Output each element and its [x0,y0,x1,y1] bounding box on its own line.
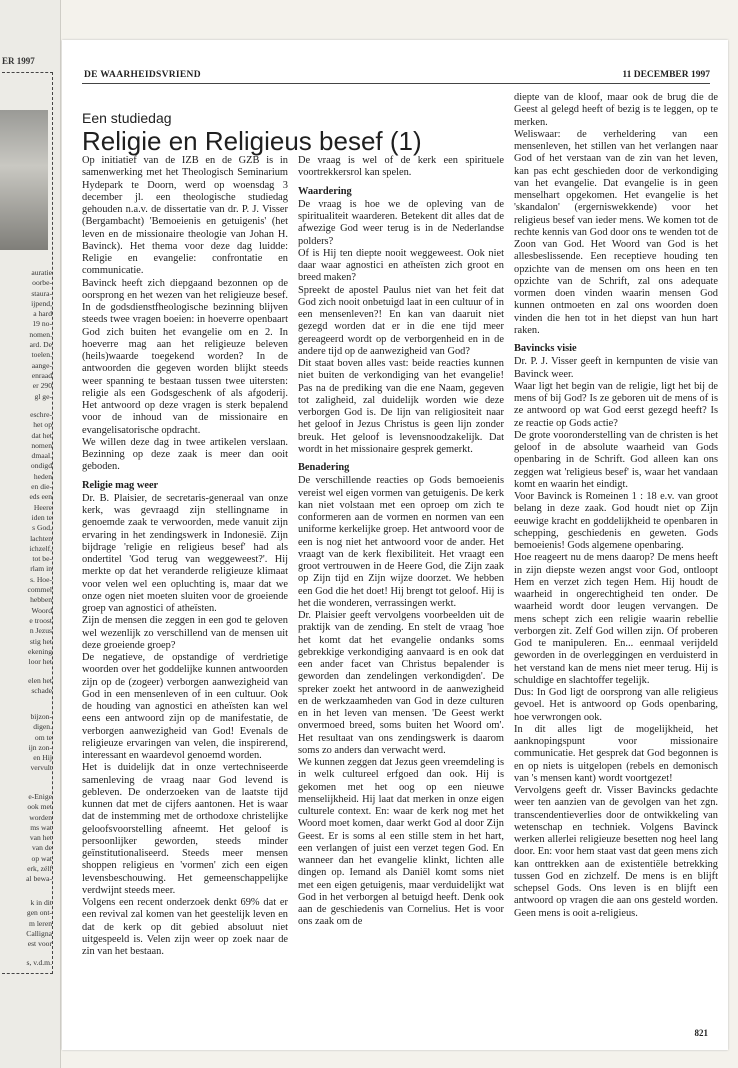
text-fragment: eschre- [30,410,52,419]
text-fragment: ijn zon- [28,742,52,752]
text-fragment: aange- [31,360,52,370]
text-fragment: gl ge- [34,391,52,401]
text-fragment: al bewa- [26,874,52,884]
paragraph: De grote vooronderstelling van de christen is het geloof in de absolute waarheid van Gods openbaring in de Schrift. God alleen kan ons zeggen wat 'religieus besef' is, waar het vandaan komt en waarin het eindigt. [514,429,718,490]
text-fragment: op wat [31,853,52,863]
paragraph: De vraag is hoe we de opleving van de spiritualiteit waarderen. Betekent dit alles dat de afwezige God weer terug is in de Nederlandse polders? [298,198,504,247]
previous-page-fragments-1 [0,268,52,402]
text-fragment: ms wat [30,822,52,832]
issue-date: 11 DECEMBER 1997 [622,70,710,80]
text-fragment: auratie [31,268,52,277]
text-fragment: en Hij [33,753,52,763]
text-fragment: het op [33,420,52,430]
text-fragment: s God, [32,523,52,533]
previous-page-fragments-4 [0,712,52,774]
column-2 [298,155,504,929]
newspaper-page [62,40,728,1050]
previous-page-fragments-3 [0,676,52,697]
text-fragment: erk, zélf [27,864,52,874]
text-fragment: stig het [29,636,52,646]
column-2-intro: De vraag is wel of de kerk een spirituele voortrekkersrol kan spelen. [298,155,504,179]
text-fragment: en die- [31,482,52,492]
paragraph: Vervolgens geeft dr. Visser Bavincks gedachte weer ten aanzien van de gevolgen van het zgn. transcendentieverlies door de ontwikkeling van wetenschap en techniek. Volgens Bavinck werken allerlei religieuze besetten nog heel lang door. En: voor hem staat vast dat geen mens zich kan onttrekken aan de existentiële betrekking tussen God en zichzelf. De mens is en blijft schepsel Gods. Ons leven is en blijft een antwoord op vragen die aan ons gesteld worden. Geen mens is ooit a-religieus. [514,785,718,919]
text-fragment: commel [27,585,52,595]
text-fragment: gen ont- [26,908,52,918]
text-fragment: nomen [31,440,52,450]
paragraph: Op initiatief van de IZB en de GZB is in samenwerking met het Theologisch Seminarium Hydepark te Doorn, werd op woensdag 3 december jl. een theologische studiedag gehouden n.a.v. de dissertatie van dr. P. J. Visser (Bergambacht) 'Bemoeienis en getuigenis' (het leven en de missionaire theologie van Johan H. Bavinck). Het thema voor deze dag luidde: Religie en evangelie: confrontatie en communicatie. [82,155,288,277]
column-3-intro [514,92,718,337]
column-1 [82,155,288,958]
text-fragment: van het [29,833,52,843]
text-fragment: Woord [31,605,52,615]
text-fragment: ard. De [29,340,52,350]
text-fragment: van de [31,843,52,853]
paragraph: diepte van de kloof, maar ook de brug die de Geest al gelegd heeft of bezig is te leggen, op te merken. [514,92,718,128]
text-fragment: m leren [29,918,52,928]
paragraph: Weliswaar: de verheldering van een mensenleven, het stillen van het verlangen naar God of het verstaan van de zin van het leven, kan pas echt geschieden door de verkondiging van het evangelie. Dat evangelie is in geen menselhart opgekomen. Het evangelie is het 'skandalon' (ergerniswekkende) voor het religieus besef van ieder mens. We komen tot de rechte kennis van God door ons te wenden tot de Zoon van God. Het Woord van God is het allesbeslissende. Een receptieve houding ten opzichte van de mensen om ons heen en ten opzichte van de Schrift, zal ons adequate vormen doen vinden waarin mensen God kunnen ontmoeten en zal ons woorden doen vinden die hen tot in het diepst van hun hart raken. [514,128,718,336]
text-fragment: tot be- [32,554,52,564]
section-benadering-body [298,475,504,928]
text-fragment: lachten [30,533,52,543]
previous-page-fragments-6 [0,898,52,949]
text-fragment: s. Hoe- [30,574,52,584]
text-fragment: dat het [31,430,52,440]
text-fragment: e troost [29,615,52,625]
paragraph: Dr. P. J. Visser geeft in kernpunten de visie van Bavinck weer. [514,356,718,380]
section-heading-waardering: Waardering [298,185,352,197]
paragraph: Voor Bavinck is Romeinen 1 : 18 e.v. van groot belang in deze zaak. God houdt niet op Zijn eeuwige kracht en goddelijkheid te openbaren in schepping, geschiedenis en geweten. Gods bemoeienis! Gods algemene openbaring. [514,491,718,551]
page-number: 821 [694,1028,708,1038]
column-3-body [514,356,718,920]
paragraph: Waar ligt het begin van de religie, ligt het bij de mens of bij God? Is ze geboren uit de mens of is ze antwoord op wat God eerst gezegd heeft? Is ze reactie op Gods actie? [514,380,718,429]
text-fragment: hebben [30,595,52,605]
text-fragment: eds een [29,492,52,502]
header-rule [82,83,710,84]
text-fragment: iden te [31,512,52,522]
text-fragment: s, v.d.m. [26,958,52,967]
text-fragment: oorbe- [32,278,52,288]
section-heading-bavincks-visie: Bavincks visie [514,343,577,354]
text-fragment: Calligna [26,928,52,938]
text-fragment: vervult [30,763,52,773]
text-fragment: est voor [27,939,52,949]
article-kicker: Een studiedag [82,110,172,126]
text-fragment: n Jezus [29,626,52,636]
paragraph: Of is Hij ten diepte nooit weggeweest. Ook niet daar waar agnostici en atheïsten zich groot en breed maken? [298,247,504,284]
text-fragment: om te [34,732,52,742]
text-fragment: worden [29,812,52,822]
publication-name: DE WAARHEIDSVRIEND [84,70,201,80]
paragraph: Spreekt de apostel Paulus niet van het feit dat God zich nooit onbetuigd laat in een cultuur of in een mensenleven?! En kan van daaruit niet gezegd worden dat er in die ene tijd meer gereageerd wordt op de verborgenheid en in de andere tijd op de aanwezigheid van God? [298,284,504,357]
text-fragment: elen het [28,676,52,685]
text-fragment: schade [31,686,52,696]
section-waardering-body [298,199,504,456]
text-fragment: staura- [31,288,52,298]
paragraph: We kunnen zeggen dat Jezus geen vreemdeling is in welk cultureel erfgoed dan ook. Hij is gekomen met het oog op een nieuwe menselijkheid. Hij laat dat merken in onze eigen culturele context. En: waar de kerk nog met het Woord moet komen, daar werkt God al door Zijn Geest. Er is soms al een stille stem in het hart, een verlangen of juist een verzet tegen God. En wanneer dan het evangelie klinkt, lichten alle dingen op. Iemand als Daniël komt soms niet met een eigen getuigenis, maar verduidelijkt wat God in het verborgen al betuigd heeft. Denk ook aan de geschiedenis van Cornelius. Het is voor ons zaak om de [298,757,504,928]
text-fragment: dmaal. [31,451,52,461]
text-fragment: ijpend, [31,298,52,308]
column-1-body [82,493,288,959]
text-fragment: k in dit [30,898,52,907]
column-3 [514,92,718,920]
text-fragment: loor het [28,657,52,667]
paragraph: De negatieve, de opstandige of verdrietige woorden over het goddelijke kunnen antwoorden zijn op de (zogeer) verborgen aanwezigheid van God in een mensenleven of in een cultuur. Ook de houding van agnostici en atheïsten kan wel eens een antwoord zijn op de manifestatie, de verborgen aanwezigheid van God! Evenals de religieuze ervaringen van velen, die inspirerend, interessant en waardevol genoemd worden. [82,652,288,761]
paragraph: Volgens een recent onderzoek denkt 69% dat er een revival zal komen van het geestelijk leven en dat de kerk op dit gebied absoluut niet uitgespeeld is. Velen zijn weer op zoek naar de zin van het bestaan. [82,897,288,957]
text-fragment: e-Enige [28,792,52,801]
paragraph: De verschillende reacties op Gods bemoeienis vereist wel eigen vormen van getuigenis. De kerk kan niet volstaan met een oproep om zich te conformeren aan de vormen en normen van een uniforme kerkelijke groep. Het antwoord voor de een is nog niet het antwoord voor de ander. Het vraagt van de kerk flexibiliteit. Het vraagt een groot vertrouwen in de Heere God, die Zijn zaak op Zijn tijd en Zijn wijze doorzet. We hebben een God die het doet! Hij brengt tot geloof. Hij is het die wonderen, verrassingen werkt. [298,475,505,609]
text-fragment: heden [33,471,52,481]
paragraph: Dit staat boven alles vast: beide reacties kunnen niet buiten de verkondiging van het evangelie! Pas na de prediking van die ene Naam, gegeven tot zaligheid, zal duidelijk worden wie deze verborgen God is. De lijn van religiositeit naar het geloof in Jezus Christus is geen lijn zonder breuk. Het geloof is levensnoodzakelijk. Dat wordt in het missionaire gesprek gemerkt. [298,358,504,455]
article-title: Religie en Religieus besef (1) [82,126,422,156]
text-fragment: 19 no- [32,319,52,329]
paragraph: Dr. B. Plaisier, de secretaris-generaal van onze kerk, was gevraagd zijn stellingname in genoemde zaak te verwoorden, mede vanuit zijn ervaring in het zendingswerk in Indonesië. Zijn bijdrage 'religie en religieus besef' had als ondertitel 'God terug van weggeweest?'. Hij merkte op dat het veranderde religieuze klimaat voor velen wel een opluchting is, maar dat we onze ogen niet moeten sluiten voor de groeiende groep van agnostici of atheïsten. [82,492,288,614]
paragraph: Hoe reageert nu de mens daarop? De mens heeft in zijn diepste wezen angst voor God, ontloopt Hem en verzet zich tegen Hem. Hij houdt de waarheid in ongerechtigheid ten onder. De waarheid wordt door leugen vervangen. De mens schept zich een religie waarin rebellie verborgen zit. Zelf God willen zijn. Of proberen God te manipuleren. En... eenmaal verijdeld geworden in de overleggingen en verduisterd in het verstand kan de mens niet meer terug. Hij is schuldige en slachtoffer tegelijk. [514,552,718,686]
text-fragment: toelen. [31,350,52,360]
paragraph: Dus: In God ligt de oorsprong van alle religieus gevoel. Het is antwoord op Gods openbaring, hoe verwrongen ook. [514,687,718,723]
column-1-intro [82,155,288,474]
previous-page-fragments-7 [0,958,52,968]
paragraph: In dit alles ligt de mogelijkheid, het aanknopingspunt voor missionaire communicatie. Het gesprek dat God begonnen is en op niets is uitgelopen (rebels en demonisch van 's mensen kant) wordt voortgezet! [514,723,718,784]
text-fragment: ichzelf, [29,543,52,553]
text-fragment: bijzon- [30,712,52,721]
text-fragment: ook met [27,802,52,812]
text-fragment: er 290 [32,381,52,391]
text-fragment: nomen. [29,329,52,339]
previous-page-fragments-2 [0,410,52,667]
text-fragment: ekening [27,646,52,656]
text-fragment: Heere [33,502,52,512]
paragraph: Het is duidelijk dat in onze vertechniseerde samenleving de vraag naar God levend is gebleven. De onderzoeken van de laatste tijd kunnen dat met de cijfers aantonen. Het is waar dat de instemming met de orthodoxe christelijke geloofsvoorstelling afneemt. Het geloof is persoonlijker geworden, steeds minder geïnstitutionaliseerd. Steeds meer mensen shoppen religieus en 'vormen' zich een eigen levensbeschouwing. Het gemeenschappelijke verdwijnt steeds meer. [82,762,288,896]
paragraph: Bavinck heeft zich diepgaand bezonnen op de oorsprong en het wezen van het religieuze besef. In de godsdienstfheologische bezinning blijven steeds twee vragen boeien: in hoeverre openbaart God zich buiten het evangelie om en 2. In hoeverre mag aan het religieuze beleven (heils)waarde toegekend worden? In de antwoorden die gegeven worden blijkt steeds weer spanning te bestaan tussen twee uitersten: religie als een Godsgeschenk of als afgoderij. Het antwoord op deze vragen is sterk bepalend voor de inhoud van de missionaire en evangelisatorische opdracht. [82,277,288,436]
previous-page-header: ER 1997 [2,56,35,66]
text-fragment: a hard [33,309,52,319]
previous-page-fragments-5 [0,792,52,885]
text-fragment: enraad [31,370,52,380]
section-heading-benadering: Benadering [298,462,350,473]
text-fragment: rlam in [30,564,52,574]
previous-page-edge [0,0,61,1068]
text-fragment: digen. [33,722,52,732]
paragraph: We willen deze dag in twee artikelen verslaan. Bezinning op deze zaak is meer dan ooit geboden. [82,436,288,473]
text-fragment: ondigd [30,461,52,471]
paragraph: Zijn de mensen die zeggen in een god te geloven wel wezenlijk zo verschillend van de mensen uit deze groeiende groep? [82,615,288,651]
paragraph: Dr. Plaisier geeft vervolgens voorbeelden uit de praktijk van de zending. En stelt de vraag 'hoe het komt dat het evangelie ondanks soms gebrekkige verkondiging aanvaard is en ook dat een ander facet van Christus bepalender is geworden dan zendelingen verkondigden'. De spreker zoekt het antwoord in de aanwezigheid en de werkzaamheden van God in deze culturen en in het leven van mensen. 'De Geest werkt onvermoed breed, soms buiten het Woord om'. Het resultaat van ons zendingswerk is daarom soms zo anders dan verwacht werd. [298,610,504,756]
previous-page-photo [0,110,48,250]
section-heading-religie-mag-weer: Religie mag weer [82,479,159,491]
